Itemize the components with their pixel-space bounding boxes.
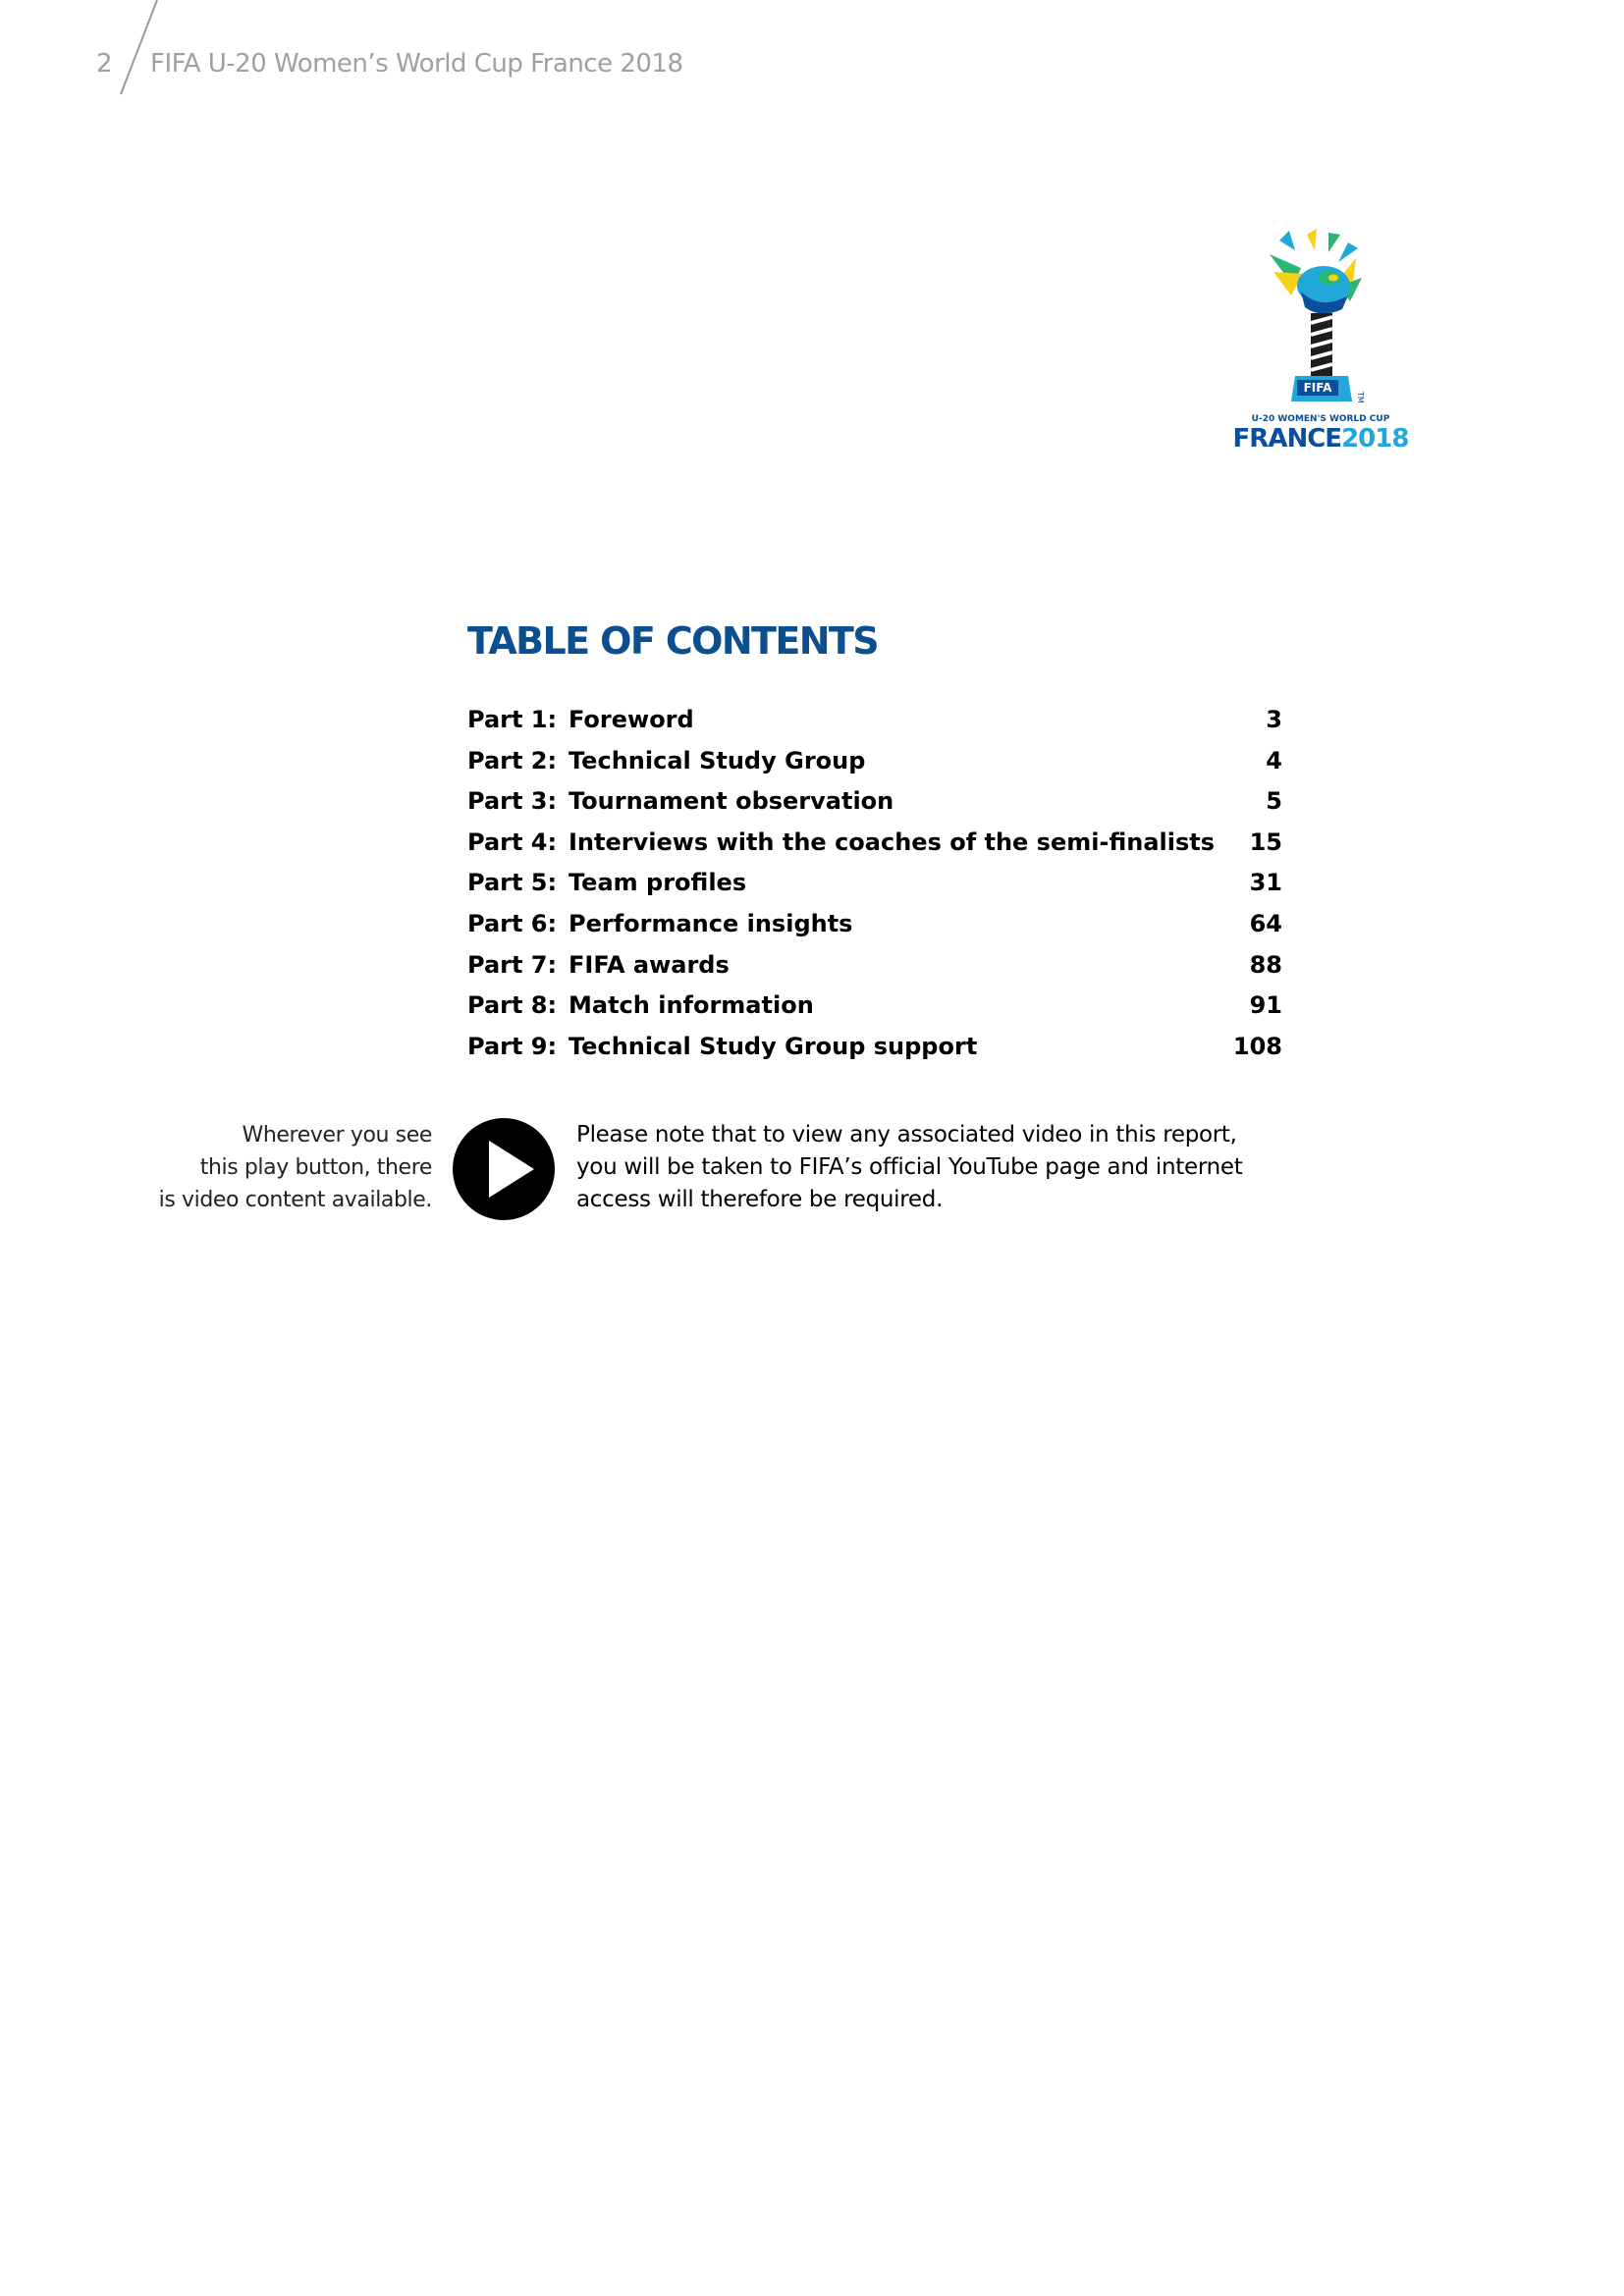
video-note-line: Please note that to view any associated video in this report, — [576, 1122, 1237, 1148]
toc-entry-team-profiles[interactable] — [467, 866, 1282, 907]
logo-subtitle: U-20 WOMEN'S WORLD CUP — [1251, 414, 1390, 424]
toc-section-name: FIFA awards — [568, 950, 730, 979]
toc-section-name: Performance insights — [568, 909, 853, 937]
logo-trademark: TM — [1356, 392, 1365, 403]
video-note-line: access will therefore be required. — [576, 1187, 944, 1212]
video-caption-line: this play button, there — [199, 1155, 432, 1180]
toc-page-number: 15 — [1249, 828, 1282, 856]
toc-entry-match-information[interactable] — [467, 988, 1282, 1030]
toc-entry-tournament-observation[interactable] — [467, 784, 1282, 826]
toc-part-label: Part 9: — [467, 1032, 558, 1060]
toc-entry-technical-study-group[interactable] — [467, 744, 1282, 785]
toc-part-label: Part 7: — [467, 950, 558, 979]
toc-part-label: Part 2: — [467, 746, 558, 774]
toc-part-label: Part 1: — [467, 706, 558, 733]
toc-entry-tsg-support[interactable] — [467, 1030, 1282, 1071]
tournament-logo — [1232, 229, 1409, 456]
toc-page-number: 3 — [1266, 706, 1282, 733]
toc-entry-fifa-awards[interactable] — [467, 948, 1282, 989]
toc-page-number: 88 — [1249, 950, 1282, 979]
toc-entry-performance-insights[interactable] — [467, 907, 1282, 948]
toc-entry-foreword[interactable] — [467, 703, 1282, 744]
toc-list — [467, 703, 1282, 1070]
toc-part-label: Part 3: — [467, 787, 558, 816]
toc-page-number: 31 — [1249, 869, 1282, 897]
logo-country: FRANCE — [1232, 424, 1342, 454]
toc-page-number: 64 — [1249, 909, 1282, 937]
logo-year: 2018 — [1341, 424, 1409, 454]
toc-section-name: Interviews with the coaches of the semi-finalists — [568, 828, 1216, 856]
trophy-emblem-icon — [1232, 229, 1409, 415]
toc-section-name: Tournament observation — [568, 787, 894, 816]
toc-section-name: Technical Study Group — [568, 746, 866, 774]
page-number: 2 — [96, 49, 113, 79]
header-slash-divider — [0, 0, 167, 108]
logo-fifa-badge: FIFA — [1303, 381, 1332, 395]
toc-section-name: Technical Study Group support — [568, 1032, 978, 1060]
toc-page-number: 108 — [1232, 1032, 1282, 1060]
toc-page-number: 91 — [1249, 991, 1282, 1020]
toc-section-name: Match information — [568, 991, 814, 1020]
toc-page-number: 4 — [1266, 746, 1282, 774]
logo-wordmark — [1232, 424, 1409, 454]
page-header — [0, 0, 785, 108]
toc-part-label: Part 4: — [467, 828, 558, 856]
video-caption-line: is video content available. — [158, 1188, 432, 1212]
toc-part-label: Part 8: — [467, 991, 558, 1020]
toc-section-name: Team profiles — [568, 869, 747, 897]
toc-part-label: Part 5: — [467, 869, 558, 897]
toc-part-label: Part 6: — [467, 909, 558, 937]
video-note — [576, 1119, 1303, 1216]
play-icon[interactable] — [452, 1117, 556, 1221]
running-title: FIFA U-20 Women’s World Cup France 2018 — [150, 49, 683, 79]
toc-title: TABLE OF CONTENTS — [467, 619, 879, 663]
toc-section-name: Foreword — [568, 706, 694, 733]
toc-page-number: 5 — [1266, 787, 1282, 816]
video-note-line: you will be taken to FIFA’s official YouTube page and internet — [576, 1154, 1243, 1180]
toc-entry-interviews[interactable] — [467, 826, 1282, 867]
video-caption-line: Wherever you see — [242, 1123, 432, 1148]
video-caption — [118, 1119, 432, 1216]
